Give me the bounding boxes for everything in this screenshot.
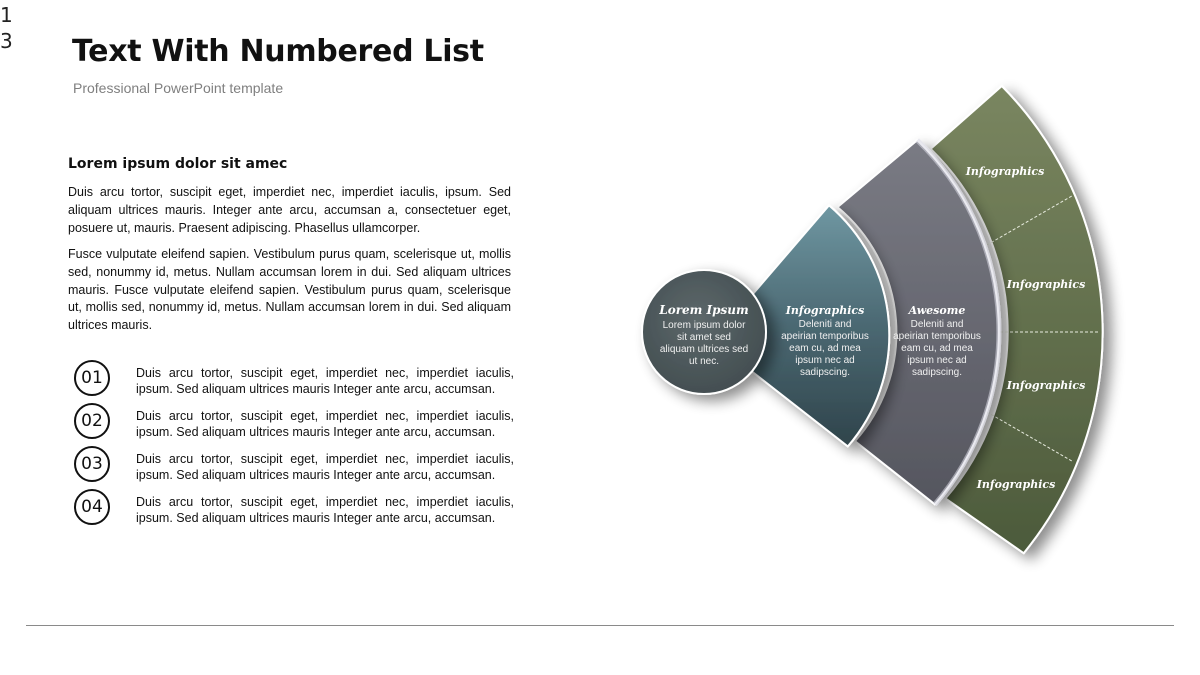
ring-1-text-line: eam cu, ad mea: [789, 343, 861, 354]
ring-2-text-line: Deleniti and: [910, 319, 964, 330]
list-item-text: Duis arcu tortor, suscipit eget, imperdiet nec, imperdiet iaculis, ipsum. Sed aliquam ultrices mauris Integer ante arcu, accumsan.: [136, 366, 514, 396]
center-text-line: sit amet sed: [677, 332, 731, 343]
number-badge: 03: [74, 446, 110, 482]
ring-2-text-line: apeirian temporibus: [893, 331, 981, 342]
slide-number: 13: [0, 3, 13, 53]
center-text-line: aliquam ultrices sed: [659, 344, 749, 355]
page-subtitle: Professional PowerPoint template: [73, 80, 284, 96]
body-paragraph-2: Fusce vulputate eleifend sapien. Vestibulum purus quam, scelerisque ut, mollis sed, nonummy id, metus. Nullam accumsan lorem in dui. Sed aliquam ultrices mauris. Fusce vulputate eleifend sapien. Vestibulum purus quam, scelerisque ut, mollis sed, nonummy id, metus. Nullam accumsan lorem in dui. Sed aliquam ultrices mauris.: [68, 247, 511, 333]
ring-3-segment-label: Infographics: [1006, 379, 1086, 392]
page-title: Text With Numbered List: [72, 34, 484, 69]
ring-2-text-line: sadipscing.: [911, 367, 963, 378]
ring-1-text-line: sadipscing.: [799, 367, 851, 378]
center-text-line: Lorem ipsum dolor: [662, 320, 746, 331]
number-badge: 02: [74, 403, 110, 439]
center-text-line: ut nec.: [688, 356, 720, 367]
center-title: Lorem Ipsum: [659, 303, 749, 317]
list-item-text: Duis arcu tortor, suscipit eget, imperdiet nec, imperdiet iaculis, ipsum. Sed aliquam ultrices mauris Integer ante arcu, accumsan.: [136, 409, 514, 439]
list-item-text: Duis arcu tortor, suscipit eget, imperdiet nec, imperdiet iaculis, ipsum. Sed aliquam ultrices mauris Integer ante arcu, accumsan.: [136, 495, 514, 525]
ring-1-text-line: Deleniti and: [798, 319, 852, 330]
ring-1-text-line: apeirian temporibus: [781, 331, 869, 342]
ring-3-segment-label: Infographics: [1006, 278, 1086, 291]
list-item-text: Duis arcu tortor, suscipit eget, imperdiet nec, imperdiet iaculis, ipsum. Sed aliquam ultrices mauris Integer ante arcu, accumsan.: [136, 452, 514, 482]
ring-2-text-line: ipsum nec ad: [907, 355, 967, 366]
number-badge: 04: [74, 489, 110, 525]
ring-3-segment-label: Infographics: [976, 478, 1056, 491]
ring-2-title: Awesome: [908, 304, 966, 317]
section-heading: Lorem ipsum dolor sit amec: [68, 156, 288, 172]
number-badge: 01: [74, 360, 110, 396]
footer-divider: [26, 625, 1174, 626]
ring-1-title: Infographics: [785, 304, 865, 317]
ring-3-segment-label: Infographics: [965, 165, 1045, 178]
ring-1-text-line: ipsum nec ad: [795, 355, 855, 366]
body-paragraph-1: Duis arcu tortor, suscipit eget, imperdiet nec, imperdiet iaculis, ipsum. Sed aliquam ultrices mauris. Integer ante arcu, accumsan a, consectetuer eget, posuere ut, mauris. Praesent adipiscing. Phasellus ullamcorper.: [68, 185, 511, 235]
ring-2-text-line: eam cu, ad mea: [901, 343, 973, 354]
